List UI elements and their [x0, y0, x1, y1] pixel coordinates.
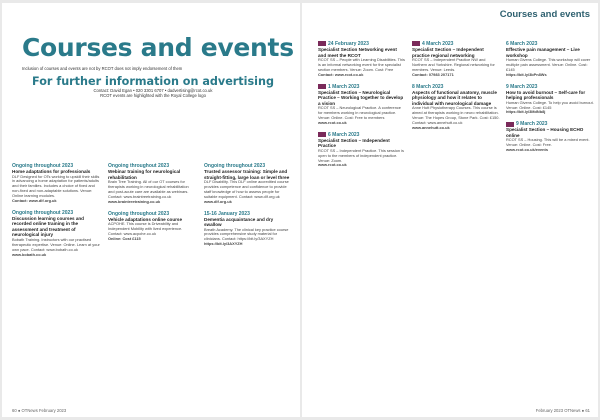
event-item — [506, 41, 594, 78]
event-contact[interactable]: www.rcot.co.uk — [318, 119, 347, 125]
event-title: Effective pain management – Live workshop — [506, 47, 580, 58]
event-contact[interactable]: www.bobath.co.uk — [12, 251, 47, 257]
section-header: Courses and events — [499, 9, 590, 20]
event-contact[interactable]: Contact: www.dlf.org.uk — [12, 198, 57, 204]
event-title: Specialist Section – Independent practice regional networking — [412, 47, 484, 58]
event-date: 6 March 2023 — [506, 41, 538, 47]
event-contact[interactable]: Online: Cost £115 — [108, 235, 141, 241]
event-contact[interactable]: Contact: 07983 207171 — [412, 71, 454, 77]
event-contact[interactable]: https://bit.ly/3MdNb8j — [506, 109, 546, 115]
event-body: RCOT SS – Housing. This will be a mixed event. Venue: Online. Cost: Free. — [506, 137, 590, 148]
event-title: Specialist Section – Neurological Practice – Working together to develop a vision — [318, 89, 404, 106]
event-date: 9 March 2023 — [506, 83, 538, 90]
event-body: Brain Tree Training. All of our OT courses for therapists working in neurological rehabilitation and post-acute care are available as webinars. Contact: www.braintreetraining.co.uk — [108, 179, 189, 199]
event-title: Webinar training for neurological rehabilitation — [108, 169, 181, 180]
event-contact[interactable]: Contact: www.rcot.co.uk — [318, 71, 364, 77]
event-item — [204, 163, 292, 205]
event-item — [412, 84, 500, 131]
event-body: RCOT SS – Independent Practice NW and Northern and Yorkshire. Regional networking for members. Venue: Leeds. — [412, 57, 495, 72]
rcot-logo-icon — [412, 41, 420, 46]
event-body: RCOT SS – Independent Practice. This session is open to the members of independent practice. Venue: Zoom. — [318, 147, 404, 163]
event-body: Bobath Training. Instructors with our practised therapeutic expertise. Venue: Online. Learn at your own pace. Contact: www.bobath.co.uk — [12, 236, 100, 252]
event-body: DLF Disability. This DLF online accredited course provides competence and confidence to provide staff knowledge of how to assess people for suitable equipment. Contact: www.dlf.org.uk — [204, 179, 289, 199]
event-body: Human Givens College. This workshop will cover multiple pain assessment. Venue: Online. Cost: £145 — [506, 57, 591, 72]
page-footer-right: February 2023 OTNews ● 61 — [535, 408, 590, 413]
rcot-logo-icon — [318, 84, 326, 89]
event-body: Breath Academy. The clinical key practice course provides comprehensive study material for clinicians. Contact: https://bit.ly/3AXYZH — [204, 226, 289, 242]
rcot-logo-icon — [318, 132, 326, 137]
event-contact[interactable]: www.braintreetraining.co.uk — [108, 198, 161, 204]
event-title: Vehicle adaptations online course — [108, 216, 183, 222]
event-item — [412, 41, 500, 78]
event-item — [108, 163, 196, 205]
event-title: Specialist Section Networking event and meet the RCOT — [318, 47, 397, 58]
rcot-logo-icon — [318, 41, 326, 46]
event-title: Discussion learning courses and recorded online training in the assessment and treatment of neurological injury — [12, 215, 84, 238]
event-column — [506, 41, 594, 159]
left-event-columns — [12, 163, 294, 398]
left-page — [2, 3, 300, 417]
event-body: DLF Designed for OTs working to upskill their skills in advancing a home adaptation for patients/adults and their families. Includes a choice of fixed and non-fixed and non-adaptable solutions. Venue: Online learning modules. — [12, 173, 100, 199]
event-date: 8 March 2023 — [412, 83, 444, 90]
event-date: 1 March 2023 — [328, 83, 360, 90]
event-contact[interactable]: www.rcot.co.uk/events — [506, 147, 549, 153]
event-date: Ongoing throughout 2023 — [12, 163, 74, 169]
event-contact[interactable]: https://bit.ly/3AXYZH — [204, 241, 243, 247]
event-contact[interactable]: www.rcot.co.uk — [318, 162, 347, 168]
event-item — [204, 211, 292, 248]
event-column — [108, 163, 196, 248]
right-page — [302, 3, 598, 417]
event-body: Human Givens College. To help you avoid burnout. Venue: Online. Cost: £145 — [506, 99, 594, 110]
event-title: Trusted assessor training: Simple and straight-fitting, large loan or level three — [204, 169, 290, 180]
event-date: Ongoing throughout 2023 — [108, 210, 170, 217]
event-title: Specialist Section – Independent Practice — [318, 137, 390, 149]
event-title: Home adaptations for professionals — [12, 169, 91, 174]
top-band — [2, 3, 300, 33]
event-column — [318, 41, 406, 174]
event-contact[interactable]: www.annehutt.co.uk — [412, 124, 450, 130]
event-contact[interactable]: www.dlf.org.uk — [204, 198, 232, 204]
event-date: 24 February 2023 — [328, 41, 369, 47]
event-title: Dementia acquaintance and dry swallow — [204, 216, 274, 228]
advertising-block — [22, 75, 284, 98]
event-body: ACPOHE. This course is Driveability and Independent Mobility with lived experience. Contact: www.acpohe.co.uk — [108, 221, 183, 236]
event-body: RCOT SS – Neurological Practice. A conference for members working in neurological practice. Venue: Online. Cost: Free to members — [318, 105, 401, 120]
intro-text: Inclusion of courses and events are not by RCOT does not imply endorsement of them — [22, 66, 183, 71]
rcot-logo-icon — [506, 122, 514, 127]
event-date: 6 March 2023 — [328, 131, 360, 138]
event-column — [204, 163, 292, 253]
event-date: Ongoing throughout 2023 — [108, 163, 170, 169]
event-title: Specialist Section – Housing ECHO online — [506, 127, 584, 138]
event-item — [318, 41, 406, 78]
event-title: Aspects of functional anatomy, muscle physiology and how it relates to individual with neurological damage — [412, 89, 497, 106]
event-date: Ongoing throughout 2023 — [204, 163, 266, 169]
event-body: Anne Hutt Physiotherapy Courses. This course is aimed at therapists working in neuro rehabilitation. Venue: The Hopes Group, Stone Park. Cost: £150. Contact: www.annehutt.co.uk — [412, 105, 500, 125]
event-item — [108, 211, 196, 242]
event-title: How to avoid burnout – Self-care for helping professionals — [506, 89, 586, 101]
advertising-contact: Contact: David Egan • 020 3301 6707 • dadvertising@rcot.co.uk — [93, 88, 213, 93]
event-date: 15-16 January 2023 — [204, 210, 250, 217]
event-item — [506, 84, 594, 116]
event-item — [12, 210, 100, 258]
event-item — [12, 163, 100, 204]
advertising-heading: For further information on advertising — [32, 75, 274, 88]
event-body: RCOT SS – People with Learning Disabilities. This is an informal networking event for the specialist section members. Venue: Zoom. Cost: Free — [318, 57, 406, 72]
event-column — [12, 163, 100, 264]
event-item — [318, 132, 406, 169]
page-footer-left: 60 ● OTNews February 2023 — [12, 408, 67, 413]
event-item — [318, 84, 406, 126]
event-date: 9 March 2023 — [516, 121, 548, 128]
event-date: Ongoing throughout 2023 — [12, 209, 74, 216]
event-contact[interactable]: https://bit.ly/3bPn8Ws — [506, 71, 547, 77]
event-item — [506, 121, 594, 153]
event-column — [412, 41, 500, 137]
page-title: Courses and events — [22, 33, 294, 62]
event-date: 4 March 2023 — [422, 41, 454, 47]
advertising-note: RCOT events are highlighted with the Royal College logo — [100, 93, 206, 98]
